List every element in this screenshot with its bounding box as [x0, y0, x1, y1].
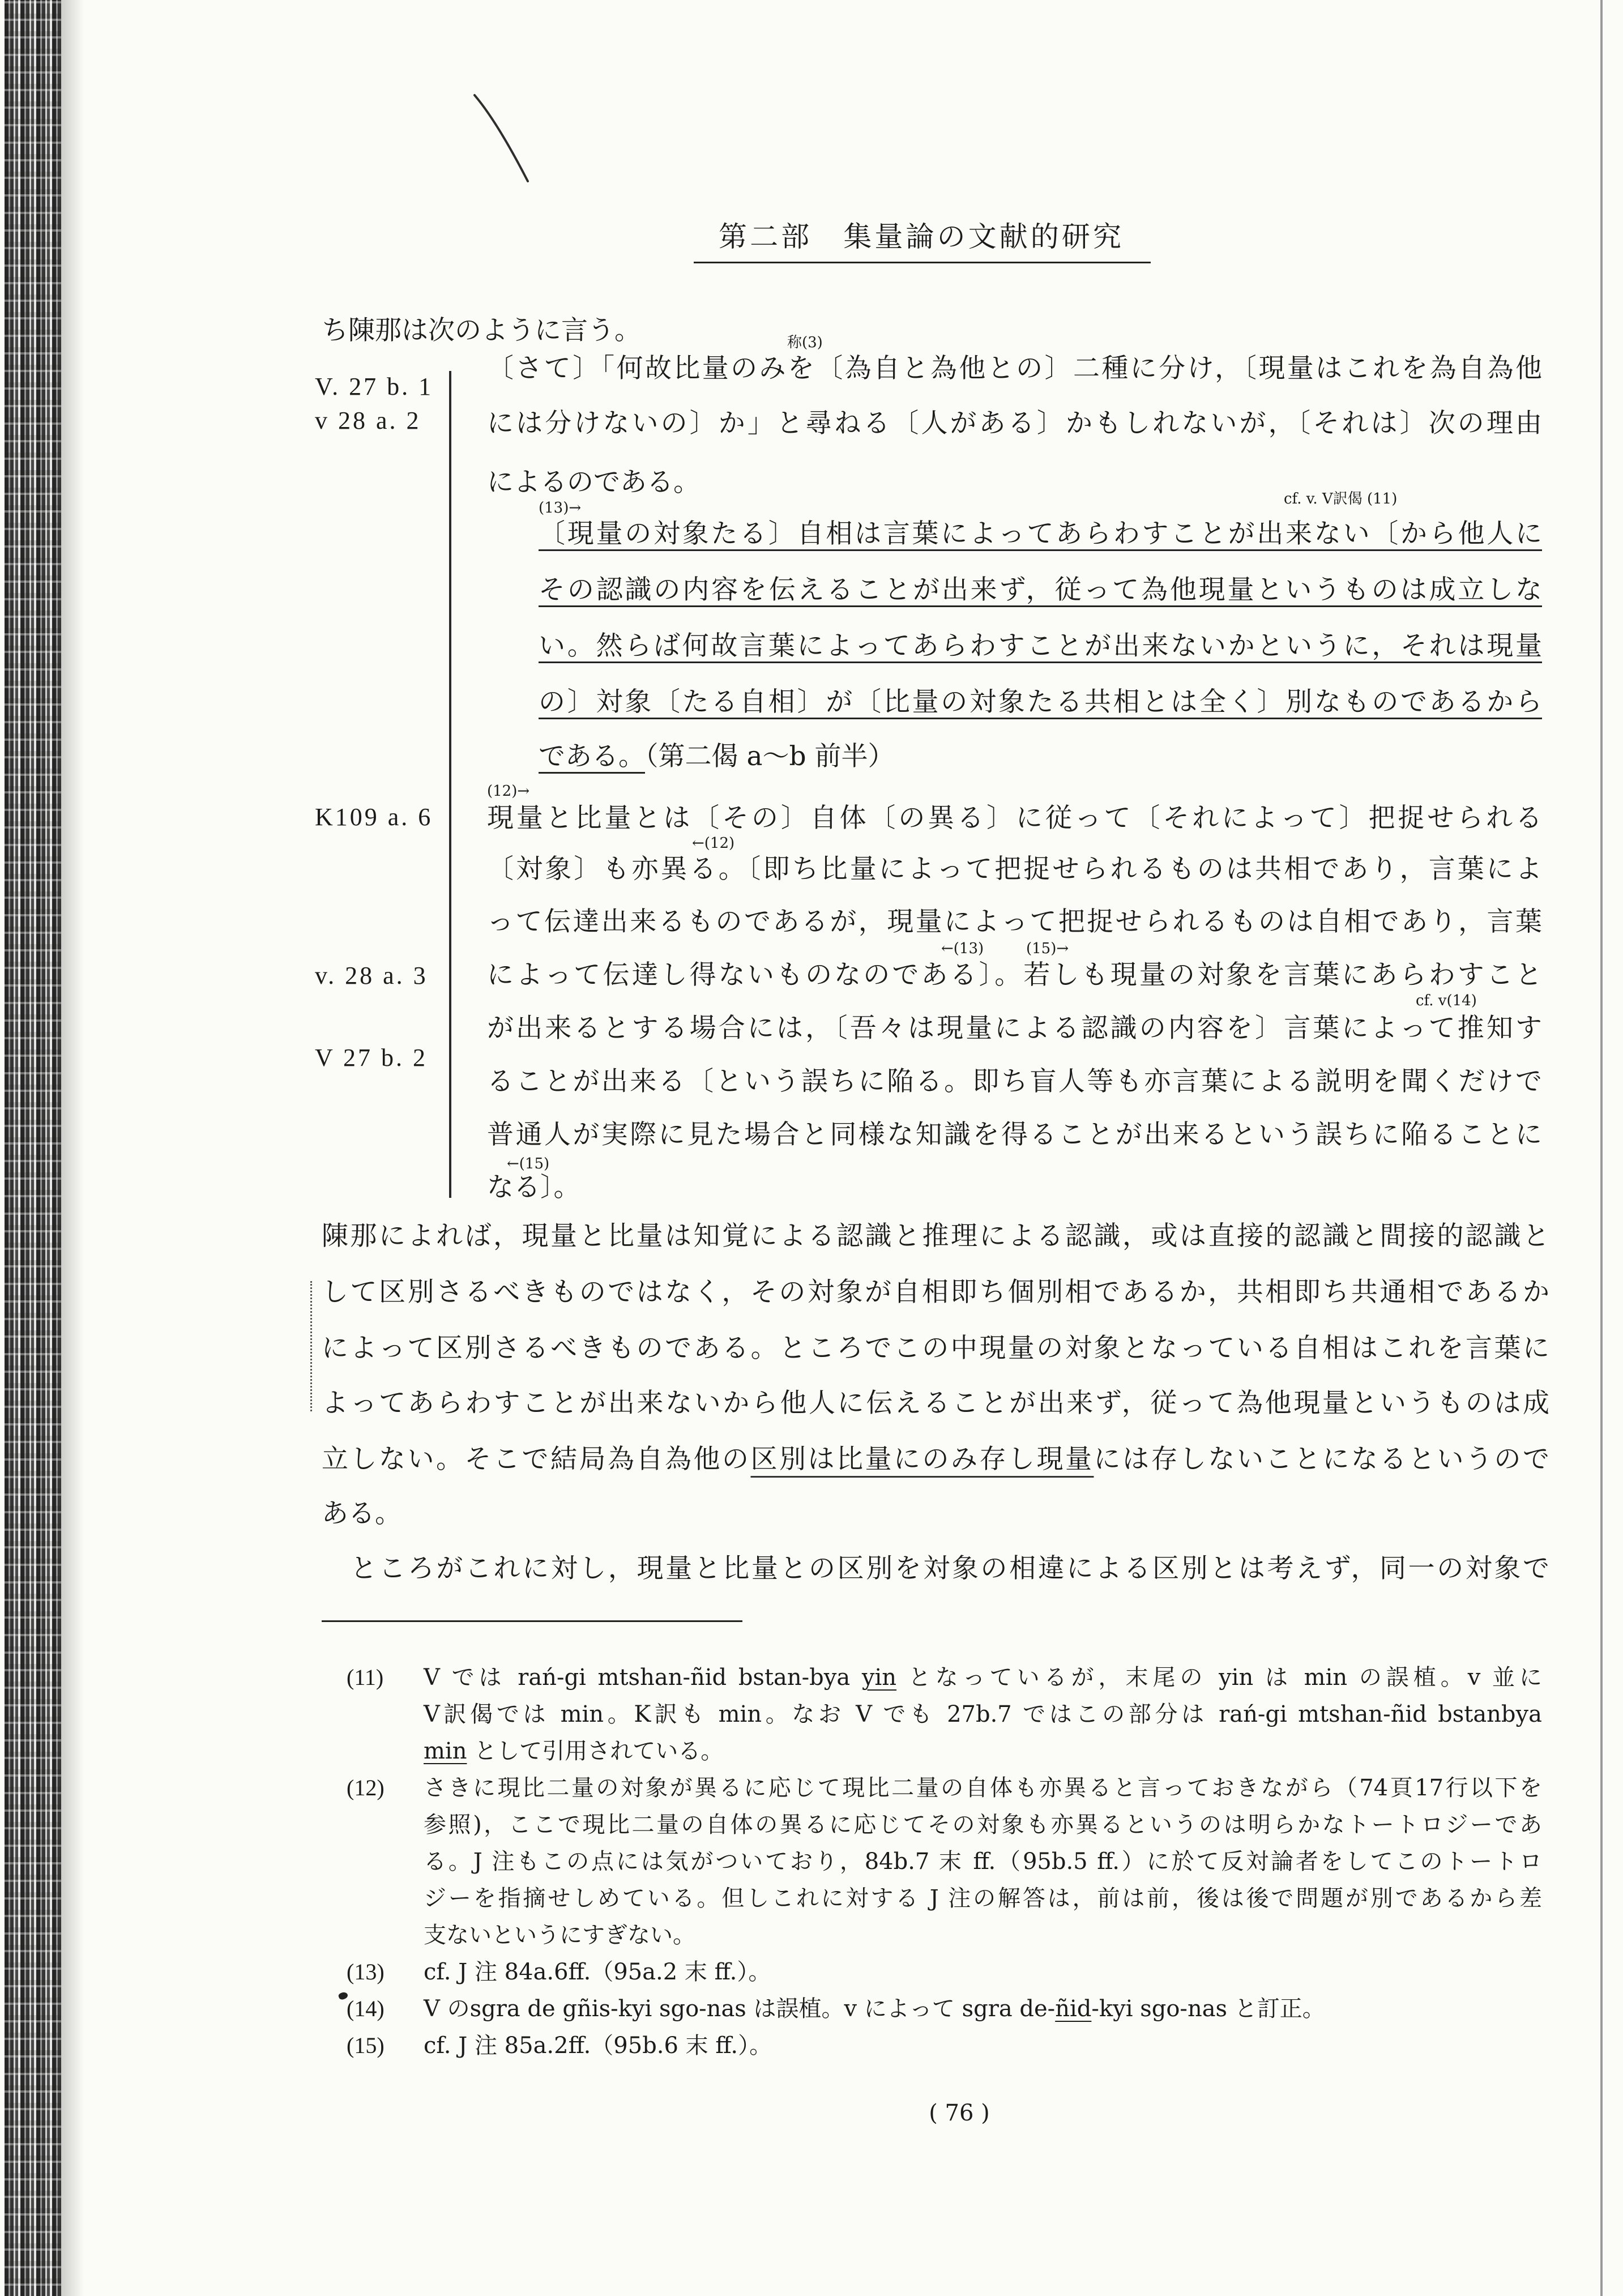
quote-line: って伝達出来るものであるが，現量によって把捉せられるものは自相であり，言葉 [487, 906, 1542, 937]
footnote-text: V のsgra de gñis-kyi sgo-nas は誤植。v によって sgra de- [424, 1996, 1056, 2022]
range-marker-close-12: ←(12) [692, 835, 735, 852]
scan-edge-right [1600, 0, 1603, 2296]
quote-line: が出来るとする場合には，〔吾々は現量による認識の内容を〕言葉によって推知す [487, 1013, 1542, 1044]
verse-citation: （第二偈 a〜b 前半） [645, 741, 895, 772]
underlined-word: min [424, 1738, 467, 1764]
inner-quote-line [539, 629, 1542, 663]
scan-edge-left [5, 0, 61, 2296]
quote-line: によるのである。 [487, 467, 700, 498]
handwritten-margin-mark [310, 1281, 312, 1411]
footnote-line: る。J 注もこの点には気がついており，84b.7 末 ff.（95b.5 ff.）に於て反対論者をしてこのトートロ [424, 1849, 1542, 1875]
intro-line: ち陳那は次のように言う。 [322, 315, 641, 346]
range-marker-open-12: (12)→ [487, 783, 530, 800]
quote-margin-rule [449, 371, 451, 1198]
underlined-text: 〔現量の対象たる〕自相は言葉によってあらわすことが出来ない〔から他人に [539, 518, 1542, 549]
underlined-text: い。然らば何故言葉によってあらわすことが出来ないかというに，それは現量 [539, 630, 1542, 662]
body-line: よってあらわすことが出来ないから他人に伝えることが出来ず，従って為他現量というものは成 [322, 1388, 1549, 1419]
footnote-marker-3: 称(3) [787, 334, 823, 351]
underlined-text: の〕対象〔たる自相〕が〔比量の対象たる共相とは全く〕別なものであるから [539, 686, 1542, 718]
footnote-line [424, 1663, 1542, 1692]
inner-quote-line [539, 740, 895, 774]
body-line: ある。 [322, 1498, 402, 1529]
footnote-label: (11) [347, 1665, 384, 1690]
footnote-separator [322, 1620, 742, 1622]
quote-line: 〔対象〕も亦異る。〔即ち比量によって把捉せられるものは共相であり，言葉によ [487, 853, 1542, 885]
body-line: 陳那によれば，現量と比量は知覚による認識と推理による認識，或は直接的認識と間接的認識と [322, 1220, 1549, 1252]
quote-line: ることが出来る〔という誤ちに陥る。即ち盲人等も亦言葉による説明を聞くだけで [487, 1066, 1542, 1097]
cross-reference-14: cf. v(14) [1416, 992, 1477, 1009]
margin-ref: v 28 a. 2 [315, 407, 421, 434]
underlined-word: ñid [1055, 1996, 1092, 2022]
range-marker-close-15: ←(15) [507, 1155, 550, 1172]
scan-shadow-left [61, 0, 84, 2296]
footnote-line: V訳偈では min。K訳も min。なお V でも 27b.7 ではこの部分は rań-gi mtshan-ñid bstanbya [424, 1701, 1542, 1727]
footnote-label: (12) [347, 1775, 385, 1800]
underlined-word: yin [861, 1665, 897, 1691]
quote-line: 普通人が実際に見た場合と同様な知識を得ることが出来るという誤ちに陥ることに [487, 1119, 1542, 1150]
header-underline [694, 262, 1151, 263]
margin-ref: V 27 b. 2 [315, 1044, 428, 1072]
quote-line: なる〕。 [487, 1172, 580, 1203]
quote-line: には分けないの〕か」と尋ねる〔人がある〕かもしれないが，〔それは〕次の理由 [487, 408, 1542, 439]
footnote-line: cf. J 注 84a.6ff.（95a.2 末 ff.）。 [424, 1959, 771, 1985]
inner-quote-line [539, 517, 1542, 551]
footnote-text: として引用されている。 [467, 1738, 724, 1764]
body-line [322, 1443, 1549, 1476]
inner-quote-line [539, 685, 1542, 719]
body-text: には存しないことになるというので [1094, 1444, 1549, 1475]
footnote-line: 参照)，ここで現比二量の自体の異るに応じてその対象も亦異るというのは明らかなトートロジーであ [424, 1812, 1542, 1838]
pen-stroke-mark [464, 91, 538, 187]
running-header: 第二部 集量論の文献的研究 [719, 220, 1121, 253]
body-line: ところがこれに対し，現量と比量との区別を対象の相違による区別とは考えず，同一の対象で [322, 1553, 1549, 1584]
quote-line: 〔さて〕「何故比量のみを〔為自と為他との〕二種に分け，〔現量はこれを為自為他 [487, 353, 1542, 384]
footnote-line: 支ないというにすぎない。 [424, 1922, 695, 1948]
footnote-label: (15) [347, 2033, 385, 2058]
range-marker-open-15: (15)→ [1026, 940, 1069, 957]
footnote-text: V では rań-gi mtshan-ñid bstan-bya [424, 1665, 862, 1691]
margin-ref: v. 28 a. 3 [315, 962, 428, 989]
inner-quote-line [539, 573, 1542, 607]
quote-line: によって伝達し得ないものなのである〕。若しも現量の対象を言葉にあらわすこと [487, 959, 1542, 991]
body-line: によって区別さるべきものである。ところでこの中現量の対象となっている自相はこれを言葉に [322, 1333, 1549, 1364]
body-text: 立しない。そこで結局為自為他の [322, 1444, 751, 1475]
handwritten-underlined-text: 区別は比量にのみ存し現量 [750, 1444, 1094, 1475]
footnote-text: となっているが，末尾の yin は min の誤植。v 並に [896, 1665, 1542, 1691]
footnote-line [424, 1737, 723, 1765]
underlined-text: である。 [539, 741, 645, 772]
cross-reference-11: cf. v. V訳偈 (11) [1284, 490, 1398, 507]
margin-ref: K109 a. 6 [315, 803, 433, 831]
underlined-text: その認識の内容を伝えることが出来ず，従って為他現量というものは成立しな [539, 574, 1542, 605]
margin-ref: V. 27 b. 1 [315, 373, 434, 400]
page-number: ( 76 ) [929, 2100, 990, 2126]
footnote-line: さきに現比二量の対象が異るに応じて現比二量の自体も亦異ると言っておきながら（74頁17行以下を [424, 1775, 1542, 1801]
footnote-line: cf. J 注 85a.2ff.（95b.6 末 ff.）。 [424, 2033, 772, 2059]
footnote-label: (14) [347, 1996, 385, 2021]
footnote-line: ジーを指摘せしめている。但しこれに対する J 注の解答は，前は前，後は後で問題が別であるから差 [424, 1885, 1542, 1911]
body-line: して区別さるべきものではなく，その対象が自相即ち個別相であるか，共相即ち共通相であるか [322, 1277, 1549, 1308]
footnote-text: -kyi sgo-nas と訂正。 [1091, 1996, 1325, 2022]
footnote-label: (13) [347, 1959, 385, 1985]
range-marker-close-13: ←(13) [941, 940, 984, 957]
footnote-line [424, 1995, 1325, 2023]
quote-line: 現量と比量とは〔その〕自体〔の異る〕に従って〔それによって〕把捉せられる [487, 803, 1542, 834]
range-marker-open-13: (13)→ [539, 500, 582, 517]
